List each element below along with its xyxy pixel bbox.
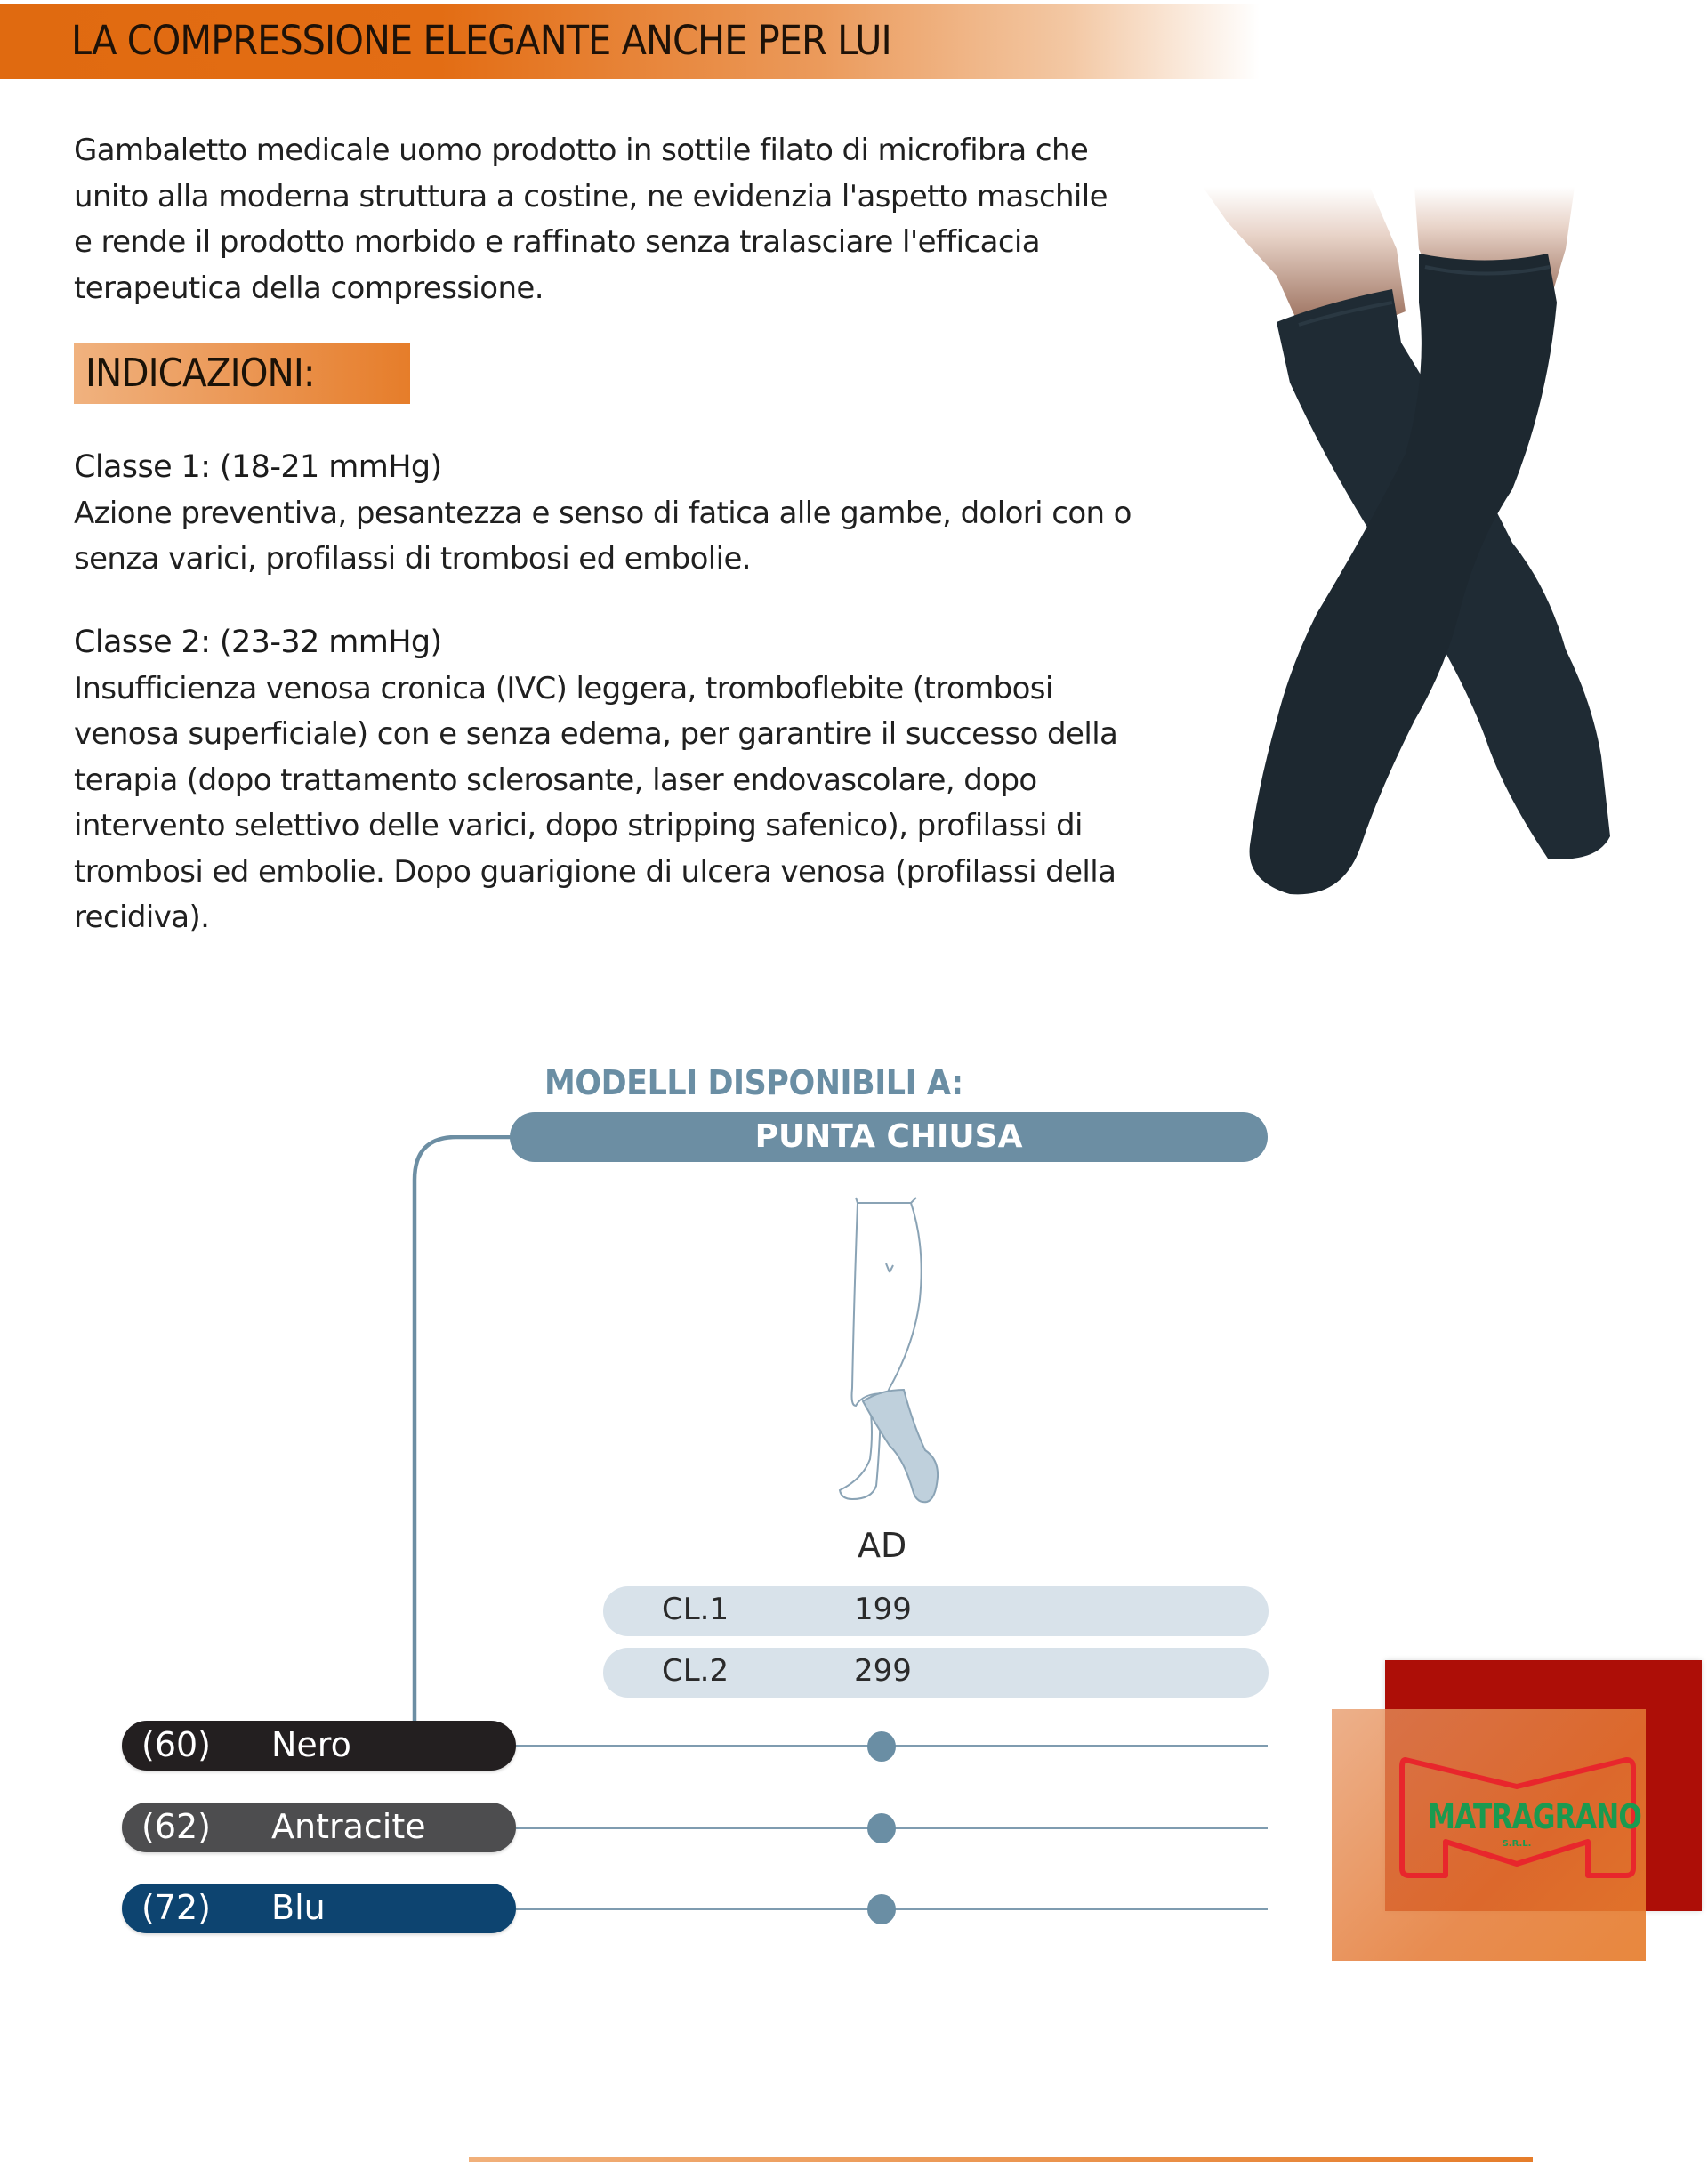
model-code-label: AD [858, 1526, 907, 1565]
class-2-title: Classe 2: (23-32 mmHg) [74, 625, 442, 660]
color-pill-blu [122, 1884, 516, 1933]
color-row-nero [122, 1721, 1269, 1771]
color-code: (62) [141, 1807, 212, 1846]
color-row-antracite [122, 1803, 1269, 1852]
logo-subtitle: S.R.L. [1502, 1839, 1532, 1849]
class-1-line: Azione preventiva, pesantezza e senso di fatica alle gambe, dolori con o [74, 495, 1132, 531]
bottom-accent-bar [469, 2157, 1533, 2162]
class-2-line: recidiva). [74, 899, 210, 935]
availability-dot-icon [867, 1894, 896, 1924]
availability-dot-icon [867, 1731, 896, 1762]
intro-line: e rende il prodotto morbido e raffinato senza tralasciare l'efficacia [74, 224, 1041, 260]
color-name: Nero [271, 1725, 351, 1764]
page-title: LA COMPRESSIONE ELEGANTE ANCHE PER LUI [71, 17, 891, 64]
class-row-cl2 [603, 1648, 1269, 1698]
color-row-blu [122, 1884, 1269, 1933]
connector-line [412, 1135, 512, 1763]
intro-paragraph [74, 128, 1168, 311]
sock-photo-icon [1192, 169, 1619, 961]
intro-line: unito alla moderna struttura a costine, ne evidenzia l'aspetto maschile [74, 178, 1108, 214]
class-2-line: intervento selettivo delle varici, dopo stripping safenico), profilassi di [74, 808, 1083, 843]
indications-label [74, 343, 410, 404]
class-2-line: Insufficienza venosa cronica (IVC) leggera, tromboflebite (trombosi [74, 670, 1053, 706]
color-code: (60) [141, 1725, 212, 1764]
class-code: 299 [854, 1653, 912, 1689]
class-name: CL.1 [662, 1592, 729, 1627]
class-code: 199 [854, 1592, 912, 1627]
logo-name: MATRAGRANO [1427, 1797, 1642, 1836]
models-title: MODELLI DISPONIBILI A: [544, 1063, 963, 1102]
knee-high-leg-icon [827, 1192, 952, 1513]
color-pill-antracite [122, 1803, 516, 1852]
color-pill-nero [122, 1721, 516, 1771]
class-name: CL.2 [662, 1653, 729, 1689]
availability-dot-icon [867, 1813, 896, 1843]
class-2-line: venosa superficiale) con e senza edema, per garantire il successo della [74, 716, 1118, 752]
intro-line: terapeutica della compressione. [74, 270, 544, 306]
model-type-pill: PUNTA CHIUSA [510, 1112, 1268, 1162]
class-row-cl1 [603, 1586, 1269, 1636]
intro-line: Gambaletto medicale uomo prodotto in sottile filato di microfibra che [74, 133, 1089, 168]
class-1-block [74, 445, 1168, 583]
class-1-title: Classe 1: (18-21 mmHg) [74, 449, 442, 485]
indications-label-text: INDICAZIONI: [85, 351, 315, 396]
color-code: (72) [141, 1888, 212, 1927]
class-1-line: senza varici, profilassi di trombosi ed embolie. [74, 541, 752, 577]
color-name: Blu [271, 1888, 326, 1927]
color-name: Antracite [271, 1807, 426, 1846]
class-2-line: trombosi ed embolie. Dopo guarigione di ulcera venosa (profilassi della [74, 853, 1116, 890]
class-2-line: terapia (dopo trattamento sclerosante, laser endovascolare, dopo [74, 762, 1037, 798]
class-2-block [74, 620, 1168, 941]
